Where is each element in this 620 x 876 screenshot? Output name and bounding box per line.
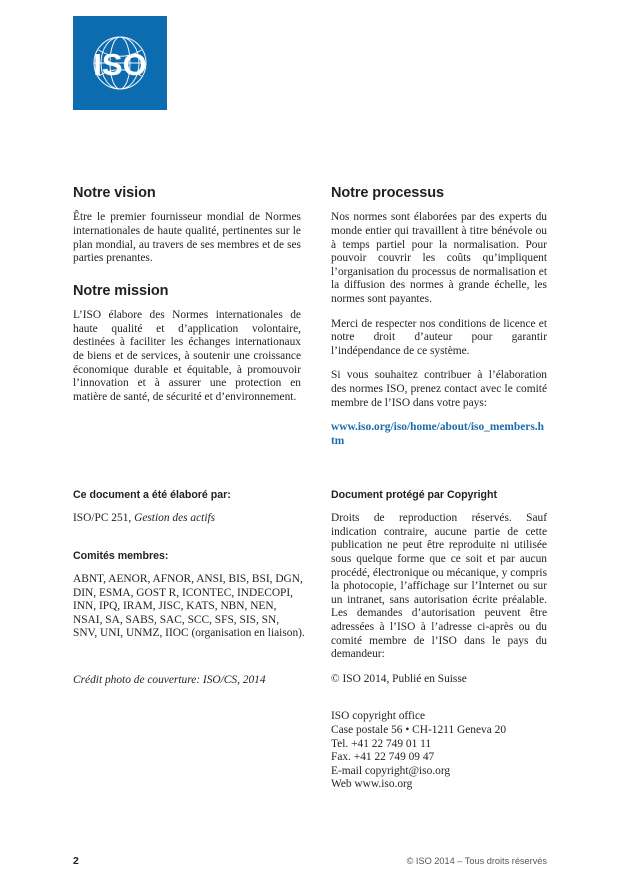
copyright-heading: Document protégé par Copyright — [331, 489, 497, 501]
committee-ref-title: Gestion des actifs — [134, 512, 216, 525]
mission-body: L’ISO élabore des Normes internationales de haute qualité et d’application volontaire, destinées à faciliter les échanges internationaux de biens et de services, à soutenir une croissance économique durable et équitable, à promouvoir l’innovation et à assurer une protection en matière de santé, de sécurité et d’environnement. — [73, 309, 301, 403]
address-line-6: Web www.iso.org — [331, 778, 413, 791]
address-line-2: Case postale 56 • CH-1211 Geneva 20 — [331, 723, 507, 736]
svg-text:ISO: ISO — [93, 47, 147, 82]
left-column-bottom — [73, 489, 305, 699]
iso-logo-icon — [73, 16, 167, 110]
copyright-body: Droits de reproduction réservés. Sauf indication contraire, aucune partie de cette publication ne peut être reproduite ni utilisée sous quelque forme que ce soit et par aucun procédé, électronique ou mécanique, y compris la photocopie, l’affichage sur l’Internet ou sur un intranet, sans autorisation écrite préalable. Les demandes d’autorisation peuvent être adressées à l’ISO à l’adresse ci-après ou du comité membre de l’ISO dans le pays du demandeur: — [331, 512, 547, 661]
mission-heading: Notre mission — [73, 282, 169, 299]
left-column-top — [73, 185, 301, 404]
process-paragraph-1: Nos normes sont élaborées par des experts du monde entier qui travaillent à titre bénévole ou à temps partiel pour la normalisation. Pour pouvoir couvrir les coûts qu’impliquent l’organisation du processus de normalisation et la diffusion des normes à grande échelle, les normes sont payantes. — [331, 211, 547, 305]
iso-members-link[interactable]: www.iso.org/iso/home/about/iso_members.htm — [331, 421, 544, 447]
process-heading: Notre processus — [331, 185, 444, 201]
vision-body: Être le premier fournisseur mondial de Normes internationales de haute qualité, pertinentes sur le plan mondial, au travers de ses membres et de ses parties prenantes. — [73, 211, 301, 265]
address-line-4: Fax. +41 22 749 09 47 — [331, 751, 435, 764]
page-footer — [73, 855, 547, 871]
iso-logo — [73, 16, 167, 110]
copyright-notice: © ISO 2014, Publié en Suisse — [331, 672, 467, 685]
address-line-5: E-mail copyright@iso.org — [331, 764, 451, 777]
page-number: 2 — [73, 855, 79, 867]
committee-ref-code: ISO/PC 251, — [73, 512, 135, 525]
prepared-by-heading: Ce document a été élaboré par: — [73, 489, 231, 501]
process-paragraph-3: Si vous souhaitez contribuer à l’élaboration des normes ISO, prenez contact avec le comité membre de l’ISO dans votre pays: — [331, 369, 547, 409]
members-heading: Comités membres: — [73, 549, 169, 562]
address-line-1: ISO copyright office — [331, 710, 426, 723]
members-body: ABNT, AENOR, AFNOR, ANSI, BIS, BSI, DGN, DIN, ESMA, GOST R, ICONTEC, INDECOPI, INN, IPQ, IRAM, JISC, KATS, NBN, NEN, NSAI, SA, SABS, SAC, SCC, SFS, SIS, SN, SNV, UNI, UNMZ, IIOC (organisation en liaison). — [73, 573, 305, 640]
right-column-top — [331, 185, 547, 448]
process-paragraph-2: Merci de respecter nos conditions de licence et notre droit d’auteur pour garantir l’indépendance de ce système. — [331, 317, 547, 357]
photo-credit: Crédit photo de couverture: ISO/CS, 2014 — [73, 674, 266, 687]
right-column-bottom — [331, 489, 547, 792]
address-line-3: Tel. +41 22 749 01 11 — [331, 737, 432, 750]
vision-heading: Notre vision — [73, 185, 156, 201]
footer-rights-text: © ISO 2014 – Tous droits réservés — [406, 856, 547, 866]
committee-reference — [73, 512, 305, 526]
